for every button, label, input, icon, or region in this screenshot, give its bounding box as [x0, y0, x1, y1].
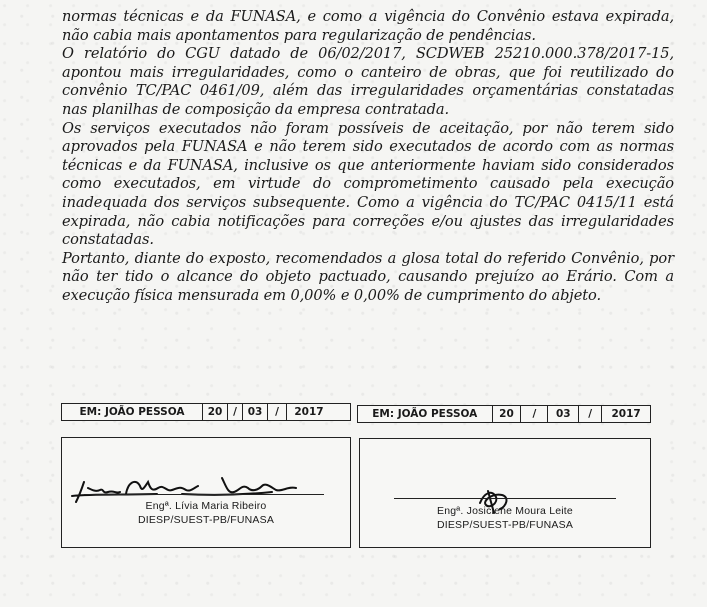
date-day: 20 [499, 408, 514, 420]
body-text [62, 8, 674, 306]
date-year: 2017 [611, 408, 641, 420]
date-sep: / [233, 406, 237, 418]
paragraph-3: Os serviços executados não foram possíveis de aceitação, por não terem sido aprovados pela FUNASA e não terem sido executados de acordo com as normas técnicas e da FUNASA, inclusive os que anteriormente haviam sido considerados como executados, em virtude do comprometimento causado pela execução inadequada dos serviços subsequente. Como a vigência do TC/PAC 0415/11 está expirada, não cabia notificações para correções e/ou ajustes das irregularidades constatadas. [62, 119, 674, 249]
place-label: EM: JOÃO PESSOA [372, 408, 478, 420]
date-day: 20 [207, 406, 223, 418]
paragraph-1: normas técnicas e da FUNASA, e como a vigência do Convênio estava expirada, não cabia mais apontamentos para regularização de pendências. [62, 8, 674, 44]
signer-name: Engª. Lívia Maria Ribeiro [145, 500, 267, 512]
signer-department: DIESP/SUEST-PB/FUNASA [436, 519, 574, 531]
date-sep: / [588, 408, 593, 420]
date-box-left [61, 403, 351, 421]
signature-box-right [359, 438, 651, 548]
paragraph-4: Portanto, diante do exposto, recomendados a glosa total do referido Convênio, por não ter tido o alcance do objeto pactuado, causando prejuízo ao Erário. Com a execução física mensurada em 0,00% e 0,00% de cumprimento do abjeto. [62, 249, 674, 304]
date-month: 03 [555, 408, 571, 420]
date-sep: / [275, 406, 279, 418]
place-label: EM: JOÃO PESSOA [79, 406, 185, 418]
date-month: 03 [247, 406, 263, 418]
date-year: 2017 [294, 406, 324, 418]
paragraph-2: O relatório do CGU datado de 06/02/2017, SCDWEB 25210.000.378/2017-15, apontou mais irregularidades, como o canteiro de obras, que foi reutilizado do convênio TC/PAC 0461/09, além das irregularidades orçamentárias constatadas nas planilhas de composição da empresa contratada. [62, 45, 674, 118]
signature-box-left [61, 437, 351, 548]
signer-name: Engª. Josiclene Moura Leite [437, 505, 573, 517]
date-sep: / [532, 408, 537, 420]
signer-department: DIESP/SUEST-PB/FUNASA [137, 514, 275, 526]
date-box-right [357, 405, 651, 423]
